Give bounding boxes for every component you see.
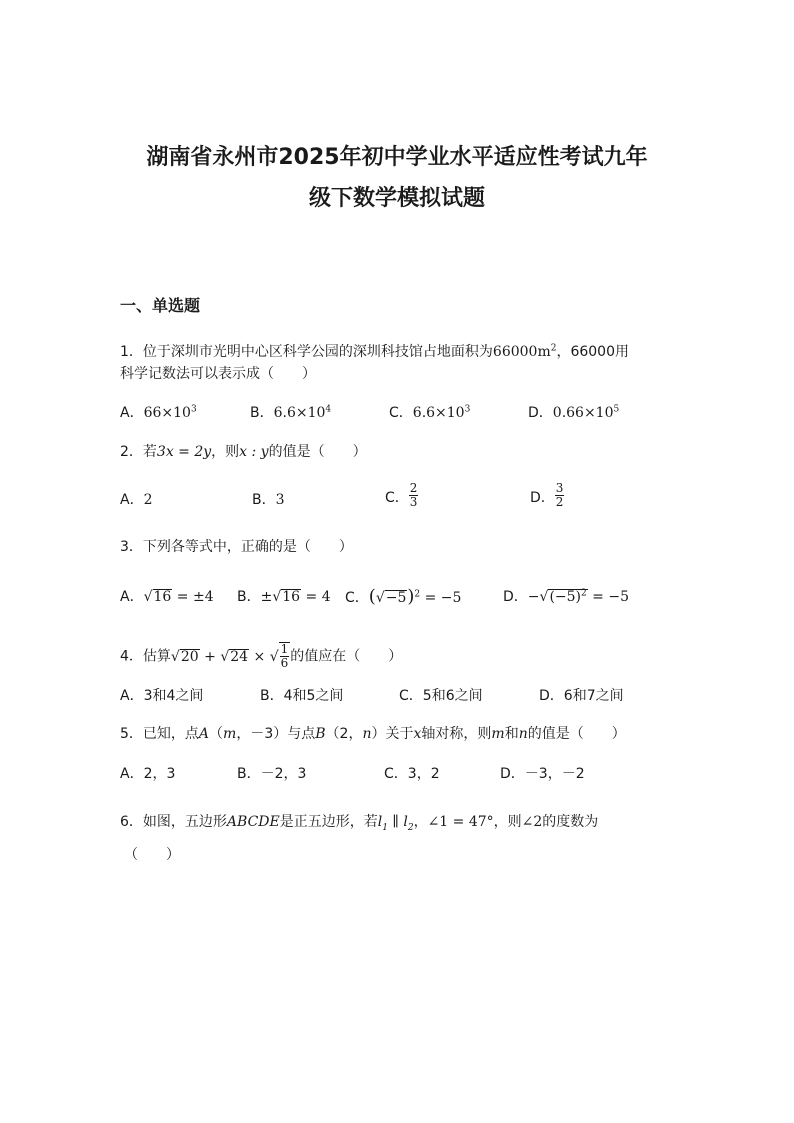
q6-shape: ABCDE	[226, 814, 280, 830]
fraction-numerator: 3	[555, 481, 564, 495]
q6-angle-1: ∠1 = 47°	[427, 814, 494, 830]
sqrt-icon: √	[272, 589, 282, 605]
q4-option-a[interactable]	[120, 685, 203, 707]
q6-parallel-lines	[377, 814, 414, 833]
option-value: 3和4之间	[143, 688, 204, 704]
q2-prefix: 2．若	[120, 444, 157, 460]
option-label: D．	[539, 688, 564, 704]
open-paren: (	[368, 586, 376, 607]
option-value: 5和6之间	[422, 688, 483, 704]
radicand: 16	[282, 589, 301, 605]
question-6	[120, 811, 598, 833]
line-l: l	[403, 814, 408, 830]
q1-option-b[interactable]	[250, 402, 331, 424]
option-label: A．	[120, 688, 144, 704]
fraction-numerator: 2	[409, 481, 418, 495]
q5-text: 和	[504, 726, 519, 742]
option-exp: 5	[613, 404, 620, 415]
sqrt-icon: √	[143, 589, 153, 605]
q6-text: 的度数为	[542, 814, 599, 830]
option-rhs: = −5	[420, 590, 462, 606]
option-label: A．	[120, 766, 144, 782]
option-label: D．	[500, 766, 525, 782]
question-6-line-2: （ ）	[124, 847, 180, 863]
option-value: 3，2	[407, 766, 440, 782]
option-value	[261, 589, 331, 605]
q1-option-d[interactable]	[528, 402, 619, 424]
option-rhs: = 4	[301, 589, 331, 605]
option-value: 4和5之间	[283, 688, 344, 704]
q5-option-c[interactable]	[384, 763, 440, 785]
sqrt-icon: √	[220, 648, 230, 665]
radicand: 16	[153, 589, 172, 605]
option-label: A．	[120, 405, 144, 421]
q5-var-n: n	[518, 726, 528, 742]
page-title-line-1: 湖南省永州市2025年初中学业水平适应性考试九年	[146, 145, 648, 170]
q5-option-a[interactable]	[120, 763, 175, 785]
sqrt-icon: √	[269, 648, 279, 665]
q5-text: 5．已知，点	[120, 726, 199, 742]
option-base: 6.6×10	[412, 405, 465, 421]
q6-text: ，	[413, 814, 428, 830]
q1-option-c[interactable]	[389, 402, 470, 424]
q1-option-a[interactable]	[120, 402, 197, 424]
radicand-fraction	[280, 643, 290, 670]
question-4	[120, 642, 402, 670]
fraction-denominator: 6	[280, 656, 289, 670]
option-label: A．	[120, 589, 144, 605]
option-label: C．	[389, 405, 413, 421]
option-base: 6.6×10	[273, 405, 326, 421]
q3-option-a[interactable]	[120, 586, 214, 608]
q4-option-c[interactable]	[399, 685, 483, 707]
option-fraction	[555, 482, 565, 509]
option-label: D．	[528, 405, 553, 421]
fraction-denominator: 2	[555, 495, 564, 509]
q5-text: 轴对称，则	[421, 726, 492, 742]
q2-option-d[interactable]	[530, 482, 564, 509]
option-prefix: ±	[260, 589, 273, 605]
section-heading: 一、单选题	[120, 296, 201, 315]
q1-area-exp: 2	[550, 343, 557, 354]
q5-text: 的值是（ ）	[527, 726, 626, 742]
q2-option-a[interactable]	[120, 489, 153, 511]
option-value	[144, 405, 197, 421]
q4-expression	[170, 642, 290, 670]
q1-area-base: 66000m	[492, 344, 551, 360]
q5-text: （	[209, 726, 224, 742]
option-label: B．	[250, 405, 274, 421]
option-rhs: = ±4	[172, 589, 214, 605]
q5-var-m: m	[491, 726, 505, 742]
q6-text: 是正五边形，若	[279, 814, 378, 830]
q4-suffix: 的值应在（ ）	[290, 648, 403, 665]
q2-ratio: x : y	[239, 444, 269, 460]
option-exp: 4	[325, 404, 332, 415]
q5-point-a: A	[198, 726, 210, 742]
option-label: C．	[385, 490, 409, 506]
radicand-base: (−5)	[549, 589, 581, 605]
q6-angle-2: ∠2	[521, 814, 543, 830]
fraction-denominator: 3	[409, 495, 418, 509]
q2-mid: ，则	[211, 444, 240, 460]
question-2	[120, 441, 367, 463]
sqrt-icon: √	[170, 648, 180, 665]
option-value: －2，3	[260, 766, 307, 782]
q5-var-n: n	[362, 726, 372, 742]
q1-text-a: 1．位于深圳市光明中心区科学公园的深圳科技馆占地面积为	[120, 344, 493, 360]
option-label: B．	[237, 589, 261, 605]
sqrt-icon: √	[539, 589, 549, 605]
option-exp: 2	[414, 589, 421, 600]
q5-option-b[interactable]	[237, 763, 306, 785]
q3-option-c[interactable]	[345, 586, 461, 609]
option-label: C．	[399, 688, 423, 704]
q5-option-d[interactable]	[500, 763, 585, 785]
radicand: −5	[385, 590, 407, 606]
option-exp: 2	[581, 588, 587, 599]
option-label: B．	[237, 766, 261, 782]
option-value: 6和7之间	[563, 688, 624, 704]
q1-area	[493, 344, 557, 360]
q4-option-d[interactable]	[539, 685, 624, 707]
q5-point-b: B	[315, 726, 326, 742]
option-label: D．	[503, 589, 528, 605]
option-value: －3，－2	[524, 766, 585, 782]
option-exp: 3	[190, 404, 197, 415]
line-l: l	[377, 814, 383, 830]
option-value: 2，3	[143, 766, 176, 782]
q5-text: （2，	[325, 726, 363, 742]
page-title-line-2: 级下数学模拟试题	[308, 186, 485, 211]
option-base: 0.66×10	[552, 405, 614, 421]
radicand	[548, 589, 587, 605]
option-value	[144, 589, 214, 605]
option-label: A．	[120, 492, 144, 508]
question-1-line-2: 科学记数法可以表示成（ ）	[120, 366, 316, 382]
q4-prefix: 4．估算	[120, 648, 171, 665]
q2-option-b[interactable]	[252, 489, 285, 511]
fraction-numerator: 1	[280, 642, 289, 656]
line-subscript: 2	[407, 822, 414, 833]
question-5	[120, 723, 626, 745]
q5-var-x: x	[413, 726, 422, 742]
q5-text: ，－3）与点	[236, 726, 316, 742]
option-label: B．	[260, 688, 284, 704]
q6-text: ，则	[493, 814, 522, 830]
q2-suffix: 的值是（ ）	[268, 444, 367, 460]
option-rhs: = −5	[587, 589, 630, 605]
q2-equation: 3x = 2y	[156, 444, 212, 460]
close-paren: )	[407, 586, 415, 607]
q3-option-d[interactable]	[503, 586, 629, 608]
question-1	[120, 341, 629, 363]
option-exp: 3	[464, 404, 471, 415]
option-value	[413, 405, 471, 421]
operator-times: ×	[249, 648, 270, 665]
q4-option-b[interactable]	[260, 685, 343, 707]
option-value: 2	[143, 492, 153, 508]
q5-var-m: m	[223, 726, 237, 742]
q1-text-b: ，66000用	[556, 344, 629, 360]
option-label: C．	[384, 766, 408, 782]
option-value	[553, 405, 619, 421]
option-base: 66×10	[143, 405, 191, 421]
option-label: B．	[252, 492, 276, 508]
option-prefix: −	[527, 589, 540, 605]
parallel-icon: ∥	[387, 814, 404, 830]
q2-option-c[interactable]	[385, 482, 418, 509]
operator-plus: +	[199, 648, 221, 665]
q3-option-b[interactable]	[237, 586, 331, 608]
q5-text: ）关于	[371, 726, 414, 742]
sqrt-icon: √	[375, 590, 385, 606]
radicand: 24	[230, 648, 249, 665]
option-label: C．	[345, 590, 369, 606]
option-fraction	[409, 482, 419, 509]
option-value	[274, 405, 332, 421]
option-value: 3	[275, 492, 285, 508]
option-value	[368, 586, 462, 607]
radicand: 20	[180, 648, 199, 665]
option-label: D．	[530, 490, 555, 506]
question-3: 3．下列各等式中，正确的是（ ）	[120, 539, 353, 555]
line-subscript: 1	[382, 822, 388, 833]
option-value	[528, 589, 629, 605]
q6-text: 6．如图，五边形	[120, 814, 227, 830]
radicand	[279, 642, 291, 670]
